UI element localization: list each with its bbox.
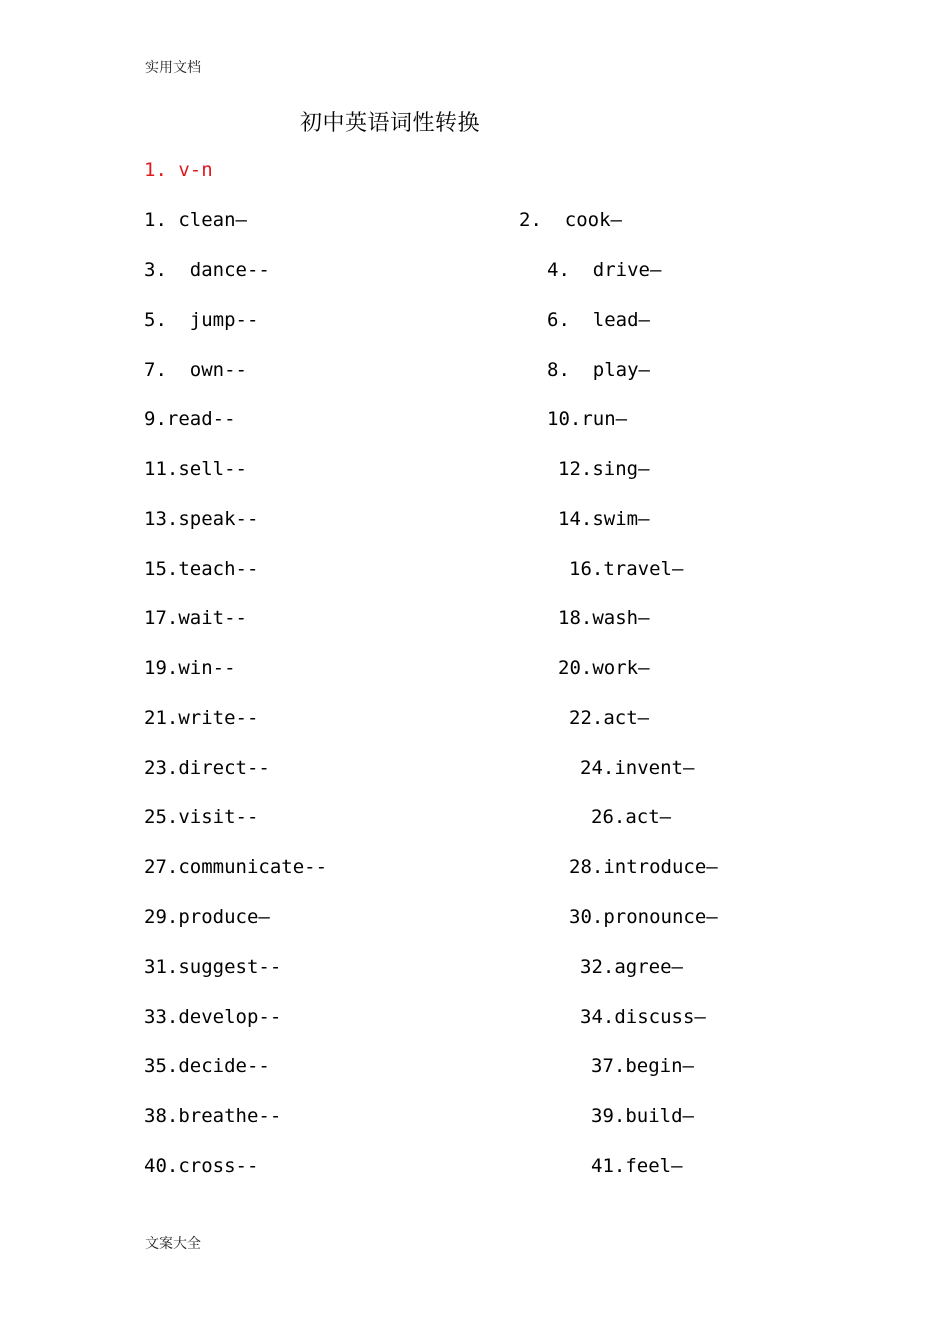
word-item: 2. cook— bbox=[519, 209, 622, 231]
word-item: 5. jump-- bbox=[144, 309, 259, 331]
word-item: 27.communicate-- bbox=[144, 856, 328, 878]
word-item: 18.wash— bbox=[558, 607, 650, 629]
word-item: 24.invent— bbox=[580, 757, 695, 779]
word-item: 30.pronounce— bbox=[569, 906, 718, 928]
word-item: 20.work— bbox=[558, 657, 650, 679]
word-item: 33.develop-- bbox=[144, 1006, 282, 1028]
word-item: 37.begin— bbox=[591, 1055, 694, 1077]
page-header: 实用文档 bbox=[145, 60, 201, 76]
word-item: 4. drive— bbox=[547, 259, 662, 281]
word-item: 6. lead— bbox=[547, 309, 650, 331]
word-item: 15.teach-- bbox=[144, 558, 259, 580]
section-heading: 1. v-n bbox=[144, 159, 213, 181]
word-item: 38.breathe-- bbox=[144, 1105, 282, 1127]
word-item: 29.produce— bbox=[144, 906, 270, 928]
word-item: 40.cross-- bbox=[144, 1155, 259, 1177]
page-footer: 文案大全 bbox=[145, 1236, 201, 1252]
word-item: 32.agree— bbox=[580, 956, 683, 978]
word-item: 22.act— bbox=[569, 707, 650, 729]
word-item: 3. dance-- bbox=[144, 259, 270, 281]
word-item: 23.direct-- bbox=[144, 757, 270, 779]
word-item: 9.read-- bbox=[144, 408, 236, 430]
word-item: 19.win-- bbox=[144, 657, 236, 679]
word-item: 39.build— bbox=[591, 1105, 694, 1127]
word-item: 16.travel— bbox=[569, 558, 684, 580]
word-item: 34.discuss— bbox=[580, 1006, 706, 1028]
word-item: 14.swim— bbox=[558, 508, 650, 530]
word-item: 31.suggest-- bbox=[144, 956, 282, 978]
word-item: 41.feel— bbox=[591, 1155, 683, 1177]
word-item: 26.act— bbox=[591, 806, 672, 828]
word-item: 12.sing— bbox=[558, 458, 650, 480]
word-item: 8. play— bbox=[547, 359, 650, 381]
word-item: 7. own-- bbox=[144, 359, 247, 381]
word-item: 28.introduce— bbox=[569, 856, 718, 878]
word-item: 13.speak-- bbox=[144, 508, 259, 530]
word-item: 1. clean— bbox=[144, 209, 247, 231]
word-item: 11.sell-- bbox=[144, 458, 247, 480]
word-item: 17.wait-- bbox=[144, 607, 247, 629]
page-title: 初中英语词性转换 bbox=[300, 111, 481, 136]
word-item: 21.write-- bbox=[144, 707, 259, 729]
word-item: 35.decide-- bbox=[144, 1055, 270, 1077]
word-item: 25.visit-- bbox=[144, 806, 259, 828]
word-item: 10.run— bbox=[547, 408, 628, 430]
